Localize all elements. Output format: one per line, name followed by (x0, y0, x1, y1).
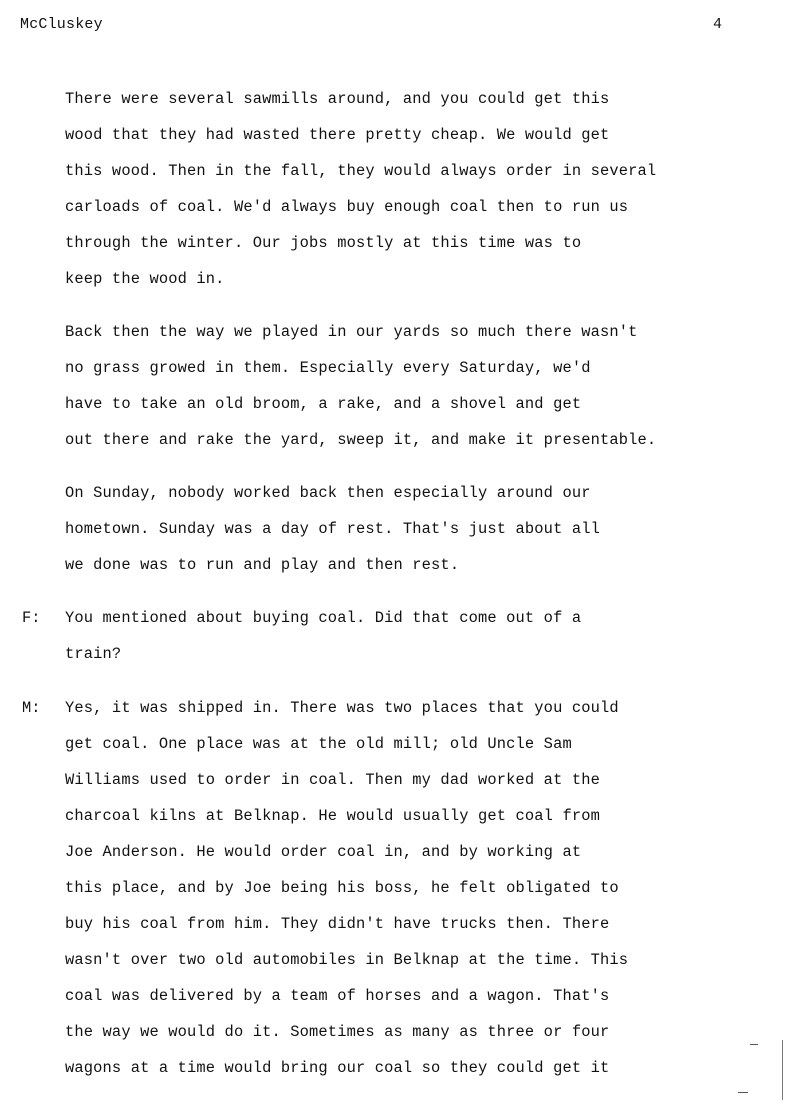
header-interviewee-name: McCluskey (20, 16, 103, 33)
scan-dash-mark (738, 1092, 748, 1093)
text-line: keep the wood in. (65, 270, 225, 288)
paragraph (65, 89, 785, 305)
text-line: You mentioned about buying coal. Did that come out of a (65, 609, 582, 627)
text-line: train? (65, 645, 122, 663)
paragraph (65, 698, 785, 1094)
text-line: we done was to run and play and then rest. (65, 556, 460, 574)
text-line: charcoal kilns at Belknap. He would usually get coal from (65, 807, 600, 825)
scan-edge-mark (782, 1040, 783, 1100)
speaker-label: F: (22, 609, 41, 627)
text-line: the way we would do it. Sometimes as many as three or four (65, 1023, 610, 1041)
text-line: out there and rake the yard, sweep it, and make it presentable. (65, 431, 657, 449)
paragraph (65, 608, 785, 680)
text-line: wood that they had wasted there pretty cheap. We would get (65, 126, 610, 144)
text-line: wagons at a time would bring our coal so they could get it (65, 1059, 610, 1077)
text-line: Joe Anderson. He would order coal in, and by working at (65, 843, 582, 861)
text-line: Yes, it was shipped in. There was two places that you could (65, 699, 619, 717)
paragraph (65, 483, 785, 591)
text-line: There were several sawmills around, and you could get this (65, 90, 610, 108)
paragraph (65, 322, 785, 466)
text-line: carloads of coal. We'd always buy enough coal then to run us (65, 198, 629, 216)
text-line: On Sunday, nobody worked back then especially around our (65, 484, 591, 502)
text-line: wasn't over two old automobiles in Belknap at the time. This (65, 951, 629, 969)
text-line: coal was delivered by a team of horses and a wagon. That's (65, 987, 610, 1005)
text-line: this wood. Then in the fall, they would always order in several (65, 162, 657, 180)
text-line: buy his coal from him. They didn't have trucks then. There (65, 915, 610, 933)
text-line: have to take an old broom, a rake, and a shovel and get (65, 395, 582, 413)
text-line: Williams used to order in coal. Then my dad worked at the (65, 771, 600, 789)
text-line: no grass growed in them. Especially every Saturday, we'd (65, 359, 591, 377)
text-line: get coal. One place was at the old mill; old Uncle Sam (65, 735, 572, 753)
speaker-label: M: (22, 699, 41, 717)
text-line: hometown. Sunday was a day of rest. That's just about all (65, 520, 600, 538)
text-line: Back then the way we played in our yards so much there wasn't (65, 323, 638, 341)
header-page-number: 4 (713, 16, 723, 33)
text-line: through the winter. Our jobs mostly at this time was to (65, 234, 582, 252)
scan-dash-mark (750, 1044, 758, 1045)
text-line: this place, and by Joe being his boss, he felt obligated to (65, 879, 619, 897)
